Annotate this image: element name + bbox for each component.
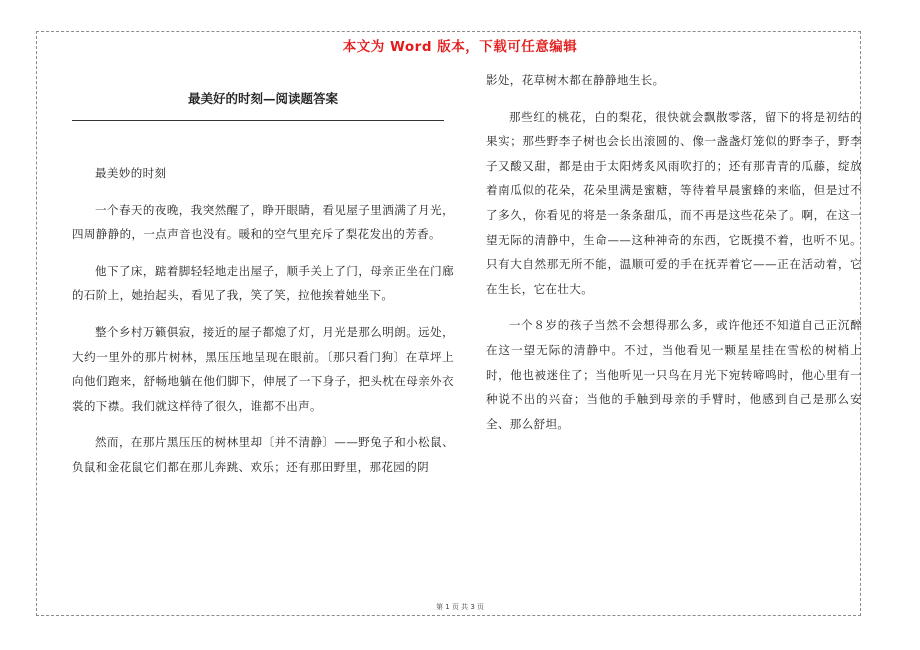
right-column xyxy=(486,68,862,436)
paragraph: 最美妙的时刻 xyxy=(95,166,167,180)
paragraph-continued: 影处，花草树木都在静静地生长。 xyxy=(486,73,665,87)
document-title: 最美好的时刻—阅读题答案 xyxy=(187,91,338,106)
paragraph: 那些红的桃花，白的梨花，很快就会飘散零落，留下的将是初结的果实；那些野李子树也会长出滚圆的、像一盏盏灯笼似的野李子，野李子又酸又甜，都是由于太阳烤炙风雨吹打的；还有那青青的瓜藤，绽放着南瓜似的花朵，花朵里满是蜜糖，等待着早晨蜜蜂的来临，但是过不了多久，你看见的将是一条条甜瓜，而不再是这些花朵了。啊，在这一望无际的清静中，生命——这种神奇的东西，它既摸不着，也听不见。只有大自然那无所不能，温顺可爱的手在抚弄着它——正在活动着，它在生长，它在壮大。 xyxy=(486,109,862,296)
page-number: 第 1 页 共 3 页 xyxy=(435,603,485,611)
paragraph: 一个春天的夜晚，我突然醒了，睁开眼睛，看见屋子里洒满了月光，四周静静的，一点声音也没有。暖和的空气里充斥了梨花发出的芳香。 xyxy=(72,202,454,242)
paragraph: 整个乡村万籁俱寂，接近的屋子都熄了灯，月光是那么明朗。远处，大约一里外的那片树林，黑压压地呈现在眼前。〔那只看门狗〕在草坪上向他们跑来，舒畅地躺在他们脚下，伸展了一下身子，把头枕在母亲外衣裳的下襟。我们就这样待了很久，谁都不出声。 xyxy=(72,324,454,413)
paragraph: 他下了床，踮着脚轻轻地走出屋子，顺手关上了门，母亲正坐在门廊的石阶上，她抬起头，看见了我，笑了笑，拉他挨着她坐下。 xyxy=(72,263,454,303)
paragraph: 一个８岁的孩子当然不会想得那么多，或许他还不知道自己正沉醉在这一望无际的清静中。不过，当他看见一颗星星挂在雪松的树梢上时，他也被迷住了；当他听见一只鸟在月光下宛转啼鸣时，他心里有一种说不出的兴奋；当他的手触到母亲的手臂时，他感到自己是那么安全、那么舒坦。 xyxy=(486,318,862,431)
title-divider xyxy=(72,120,444,121)
paragraph: 然而，在那片黑压压的树林里却〔并不清静〕——野兔子和小松鼠、负鼠和金花鼠它们都在那儿奔跳、欢乐；还有那田野里，那花园的阴 xyxy=(72,435,454,474)
left-column xyxy=(72,78,454,480)
editable-notice: 本文为 Word 版本，下载可任意编辑 xyxy=(342,39,578,55)
